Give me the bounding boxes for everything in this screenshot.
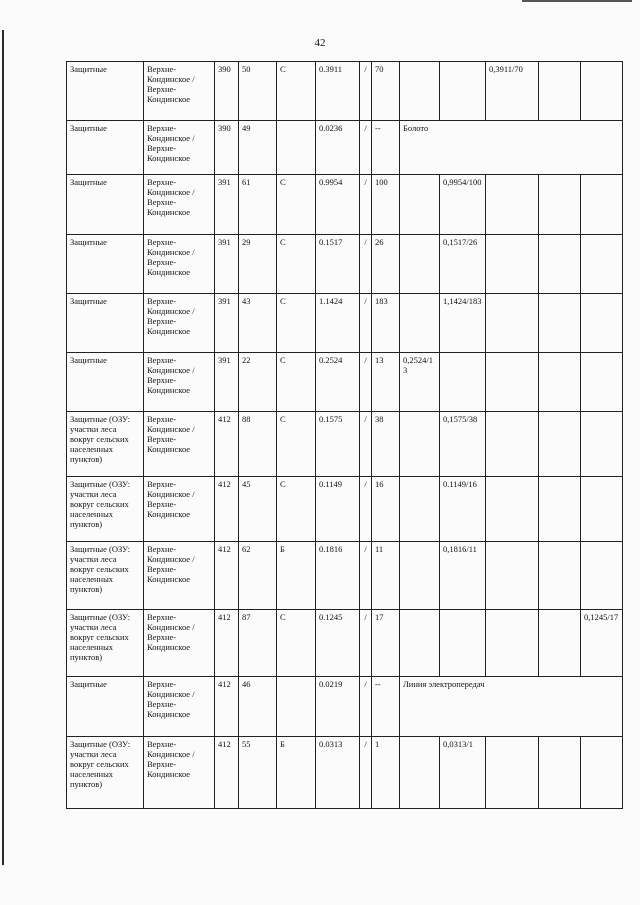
cell-area: 0.1575 <box>316 412 360 477</box>
cell-species: С <box>277 235 316 294</box>
cell-species: С <box>277 412 316 477</box>
cell-forestry: Верхне-Кондинское / Верхне-Кондинское <box>144 412 215 477</box>
cell-species: Б <box>277 542 316 610</box>
cell-species: С <box>277 477 316 542</box>
cell-col-13 <box>581 542 623 610</box>
cell-category: Защитные <box>67 121 144 175</box>
cell-col-11 <box>486 235 539 294</box>
cell-code: 183 <box>372 294 400 353</box>
cell-col-10 <box>440 62 486 121</box>
cell-quarter: 412 <box>215 677 239 737</box>
cell-col-10: 0,0313/1 <box>440 737 486 809</box>
cell-category: Защитные <box>67 62 144 121</box>
cell-category: Защитные (ОЗУ: участки леса вокруг сельских населенных пунктов) <box>67 412 144 477</box>
cell-slash: / <box>360 477 372 542</box>
cell-plot: 55 <box>239 737 277 809</box>
cell-slash: / <box>360 412 372 477</box>
cell-code: 17 <box>372 610 400 677</box>
cell-col-12 <box>539 235 581 294</box>
cell-area: 0.1245 <box>316 610 360 677</box>
cell-quarter: 391 <box>215 294 239 353</box>
cell-category: Защитные <box>67 235 144 294</box>
cell-col-11 <box>486 737 539 809</box>
cell-forestry: Верхне-Кондинское / Верхне-Кондинское <box>144 477 215 542</box>
cell-col-10: 0,9954/100 <box>440 175 486 235</box>
table-row <box>67 235 623 294</box>
cell-quarter: 391 <box>215 353 239 412</box>
cell-slash: / <box>360 542 372 610</box>
cell-area: 1.1424 <box>316 294 360 353</box>
table-row <box>67 412 623 477</box>
cell-code: 13 <box>372 353 400 412</box>
cell-quarter: 391 <box>215 235 239 294</box>
cell-slash: / <box>360 235 372 294</box>
cell-col-9: Болото <box>400 121 623 175</box>
cell-code: 38 <box>372 412 400 477</box>
cell-col-10: 1,1424/183 <box>440 294 486 353</box>
cell-slash: / <box>360 294 372 353</box>
cell-plot: 87 <box>239 610 277 677</box>
cell-col-11 <box>486 477 539 542</box>
cell-col-11 <box>486 542 539 610</box>
cell-col-10: 0,1517/26 <box>440 235 486 294</box>
cell-species: С <box>277 610 316 677</box>
cell-forestry: Верхне-Кондинское / Верхне-Кондинское <box>144 121 215 175</box>
cell-plot: 49 <box>239 121 277 175</box>
cell-col-12 <box>539 175 581 235</box>
page-number: 42 <box>314 37 326 49</box>
table-row <box>67 677 623 737</box>
cell-area: 0.0313 <box>316 737 360 809</box>
cell-plot: 22 <box>239 353 277 412</box>
cell-forestry: Верхне-Кондинское / Верхне-Кондинское <box>144 235 215 294</box>
cell-col-9: 0,2524/13 <box>400 353 440 412</box>
cell-col-9 <box>400 294 440 353</box>
cell-category: Защитные <box>67 353 144 412</box>
cell-quarter: 412 <box>215 542 239 610</box>
cell-col-9 <box>400 175 440 235</box>
cell-quarter: 390 <box>215 121 239 175</box>
cell-forestry: Верхне-Кондинское / Верхне-Кондинское <box>144 737 215 809</box>
scan-edge-left <box>2 30 4 865</box>
cell-col-13 <box>581 412 623 477</box>
cell-col-9 <box>400 62 440 121</box>
cell-code: 26 <box>372 235 400 294</box>
cell-col-11 <box>486 175 539 235</box>
cell-col-13 <box>581 477 623 542</box>
cell-quarter: 412 <box>215 412 239 477</box>
cell-col-11 <box>486 294 539 353</box>
table-row <box>67 737 623 809</box>
cell-category: Защитные (ОЗУ: участки леса вокруг сельских населенных пунктов) <box>67 737 144 809</box>
cell-plot: 43 <box>239 294 277 353</box>
cell-forestry: Верхне-Кондинское / Верхне-Кондинское <box>144 294 215 353</box>
cell-species: С <box>277 62 316 121</box>
cell-code: 70 <box>372 62 400 121</box>
cell-col-12 <box>539 62 581 121</box>
cell-slash: / <box>360 610 372 677</box>
cell-col-13 <box>581 62 623 121</box>
cell-species: С <box>277 353 316 412</box>
cell-col-10: 0,1816/11 <box>440 542 486 610</box>
cell-forestry: Верхне-Кондинское / Верхне-Кондинское <box>144 353 215 412</box>
cell-slash: / <box>360 175 372 235</box>
cell-area: 0.9954 <box>316 175 360 235</box>
cell-area: 0.0219 <box>316 677 360 737</box>
cell-col-12 <box>539 737 581 809</box>
cell-forestry: Верхне-Кондинское / Верхне-Кондинское <box>144 677 215 737</box>
cell-col-13 <box>581 737 623 809</box>
cell-plot: 50 <box>239 62 277 121</box>
cell-code: 1 <box>372 737 400 809</box>
cell-quarter: 391 <box>215 175 239 235</box>
cell-col-9 <box>400 235 440 294</box>
table-row <box>67 542 623 610</box>
cell-col-13: 0,1245/17 <box>581 610 623 677</box>
cell-col-13 <box>581 294 623 353</box>
table-row <box>67 175 623 235</box>
cell-code: 16 <box>372 477 400 542</box>
cell-category: Защитные (ОЗУ: участки леса вокруг сельских населенных пунктов) <box>67 542 144 610</box>
cell-slash: / <box>360 737 372 809</box>
table-row <box>67 121 623 175</box>
cell-plot: 62 <box>239 542 277 610</box>
cell-area: 0.2524 <box>316 353 360 412</box>
cell-col-10: 0.1149/16 <box>440 477 486 542</box>
cell-col-11 <box>486 610 539 677</box>
cell-plot: 45 <box>239 477 277 542</box>
cell-forestry: Верхне-Кондинское / Верхне-Кондинское <box>144 62 215 121</box>
cell-species: С <box>277 175 316 235</box>
cell-col-10 <box>440 353 486 412</box>
cell-col-12 <box>539 477 581 542</box>
cell-quarter: 412 <box>215 737 239 809</box>
cell-col-9 <box>400 542 440 610</box>
cell-col-12 <box>539 412 581 477</box>
cell-col-12 <box>539 610 581 677</box>
cell-plot: 29 <box>239 235 277 294</box>
cell-col-11 <box>486 353 539 412</box>
cell-forestry: Верхне-Кондинское / Верхне-Кондинское <box>144 175 215 235</box>
cell-col-12 <box>539 294 581 353</box>
cell-quarter: 412 <box>215 477 239 542</box>
cell-forestry: Верхне-Кондинское / Верхне-Кондинское <box>144 542 215 610</box>
cell-slash: / <box>360 677 372 737</box>
cell-col-9 <box>400 737 440 809</box>
cell-plot: 88 <box>239 412 277 477</box>
cell-area: 0.1149 <box>316 477 360 542</box>
cell-col-12 <box>539 542 581 610</box>
scan-edge-top <box>522 0 632 2</box>
cell-code: 11 <box>372 542 400 610</box>
cell-area: 0.3911 <box>316 62 360 121</box>
cell-col-13 <box>581 175 623 235</box>
cell-forestry: Верхне-Кондинское / Верхне-Кондинское <box>144 610 215 677</box>
cell-category: Защитные <box>67 294 144 353</box>
forest-plots-table <box>66 61 623 809</box>
cell-code: -- <box>372 677 400 737</box>
cell-col-9 <box>400 610 440 677</box>
table-row <box>67 353 623 412</box>
cell-category: Защитные <box>67 677 144 737</box>
cell-col-9 <box>400 412 440 477</box>
cell-category: Защитные (ОЗУ: участки леса вокруг сельских населенных пунктов) <box>67 610 144 677</box>
cell-col-9 <box>400 477 440 542</box>
cell-plot: 61 <box>239 175 277 235</box>
cell-code: -- <box>372 121 400 175</box>
cell-area: 0.1517 <box>316 235 360 294</box>
cell-area: 0.1816 <box>316 542 360 610</box>
cell-area: 0.0236 <box>316 121 360 175</box>
cell-plot: 46 <box>239 677 277 737</box>
cell-quarter: 412 <box>215 610 239 677</box>
cell-category: Защитные (ОЗУ: участки леса вокруг сельских населенных пунктов) <box>67 477 144 542</box>
cell-col-11 <box>486 412 539 477</box>
cell-col-10 <box>440 610 486 677</box>
cell-quarter: 390 <box>215 62 239 121</box>
cell-species <box>277 121 316 175</box>
cell-col-13 <box>581 353 623 412</box>
cell-slash: / <box>360 62 372 121</box>
table-row <box>67 477 623 542</box>
cell-col-9: Линия электропередач <box>400 677 623 737</box>
cell-species <box>277 677 316 737</box>
cell-col-12 <box>539 353 581 412</box>
cell-col-10: 0,1575/38 <box>440 412 486 477</box>
cell-slash: / <box>360 353 372 412</box>
cell-col-11: 0,3911/70 <box>486 62 539 121</box>
cell-code: 100 <box>372 175 400 235</box>
cell-species: С <box>277 294 316 353</box>
cell-category: Защитные <box>67 175 144 235</box>
cell-slash: / <box>360 121 372 175</box>
cell-col-13 <box>581 235 623 294</box>
table-row <box>67 294 623 353</box>
table-row <box>67 610 623 677</box>
table-row <box>67 62 623 121</box>
cell-species: Б <box>277 737 316 809</box>
